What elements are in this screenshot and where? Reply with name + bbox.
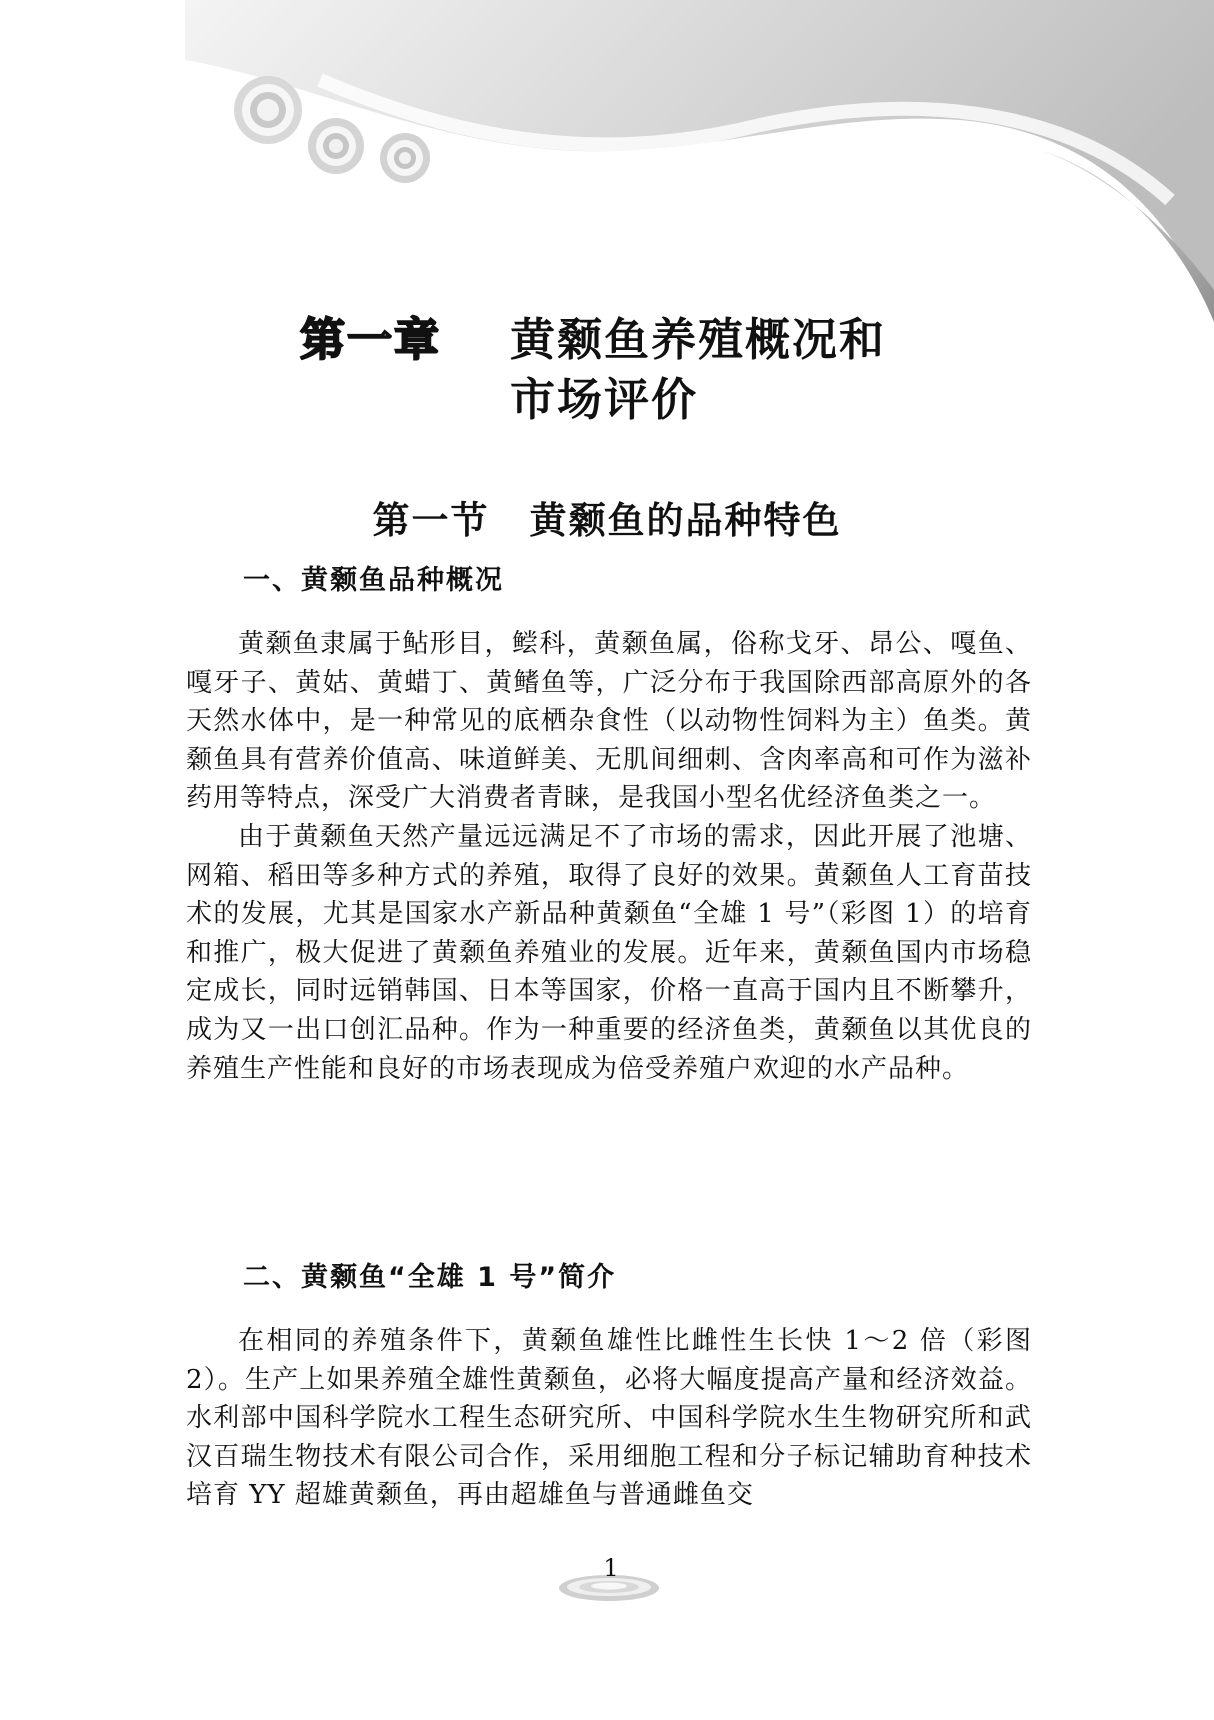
section-number: 第一节	[372, 498, 490, 542]
paragraph: 在相同的养殖条件下，黄颡鱼雄性比雌性生长快 1～2 倍（彩图 2）。生产上如果养殖全雄性黄颡鱼，必将大幅度提高产量和经济效益。水利部中国科学院水工程生态研究所、中国科学院水生生物研究所和武汉百瑞生物技术有限公司合作，采用细胞工程和分子标记辅助育种技术培育 YY 超雄黄颡鱼，再由超雄鱼与普通雌鱼交	[186, 1326, 1032, 1511]
subsection-1-body	[186, 625, 1032, 1088]
section-title: 黄颡鱼的品种特色	[529, 498, 842, 542]
subsection-heading-2: 二、黄颡鱼“全雄 1 号”简介	[243, 1262, 617, 1293]
chapter-title-line-2: 市场评价	[510, 373, 699, 426]
header-wave-decoration	[0, 0, 1214, 330]
subsection-2-body	[186, 1322, 1032, 1515]
page-number: 1	[603, 1554, 619, 1582]
subsection-heading-1: 一、黄颡鱼品种概况	[243, 565, 504, 596]
circle-ornament-1	[234, 76, 302, 144]
chapter-label: 第一章	[300, 313, 442, 366]
circle-ornament-3	[380, 133, 430, 183]
paragraph: 黄颡鱼隶属于鲇形目，鲿科，黄颡鱼属，俗称戈牙、昂公、嘎鱼、嘎牙子、黄姑、黄蜡丁、黄鳍鱼等，广泛分布于我国除西部高原外的各天然水体中，是一种常见的底栖杂食性（以动物性饲料为主）鱼类。黄颡鱼具有营养价值高、味道鲜美、无肌间细刺、含肉率高和可作为滋补药用等特点，深受广大消费者青睐，是我国小型名优经济鱼类之一。	[186, 629, 1032, 814]
chapter-title-line-1: 黄颡鱼养殖概况和	[510, 313, 887, 366]
chapter-title	[510, 310, 990, 430]
paragraph: 由于黄颡鱼天然产量远远满足不了市场的需求，因此开展了池塘、网箱、稻田等多种方式的养殖，取得了良好的效果。黄颡鱼人工育苗技术的发展，尤其是国家水产新品种黄颡鱼“全雄 1 号”（彩图 1）的培育和推广，极大促进了黄颡鱼养殖业的发展。近年来，黄颡鱼国内市场稳定成长，同时远销韩国、日本等国家，价格一直高于国内且不断攀升，成为又一出口创汇品种。作为一种重要的经济鱼类，黄颡鱼以其优良的养殖生产性能和良好的市场表现成为倍受养殖户欢迎的水产品种。	[186, 821, 1032, 1084]
section-heading	[0, 490, 1214, 544]
circle-ornament-2	[308, 118, 364, 174]
